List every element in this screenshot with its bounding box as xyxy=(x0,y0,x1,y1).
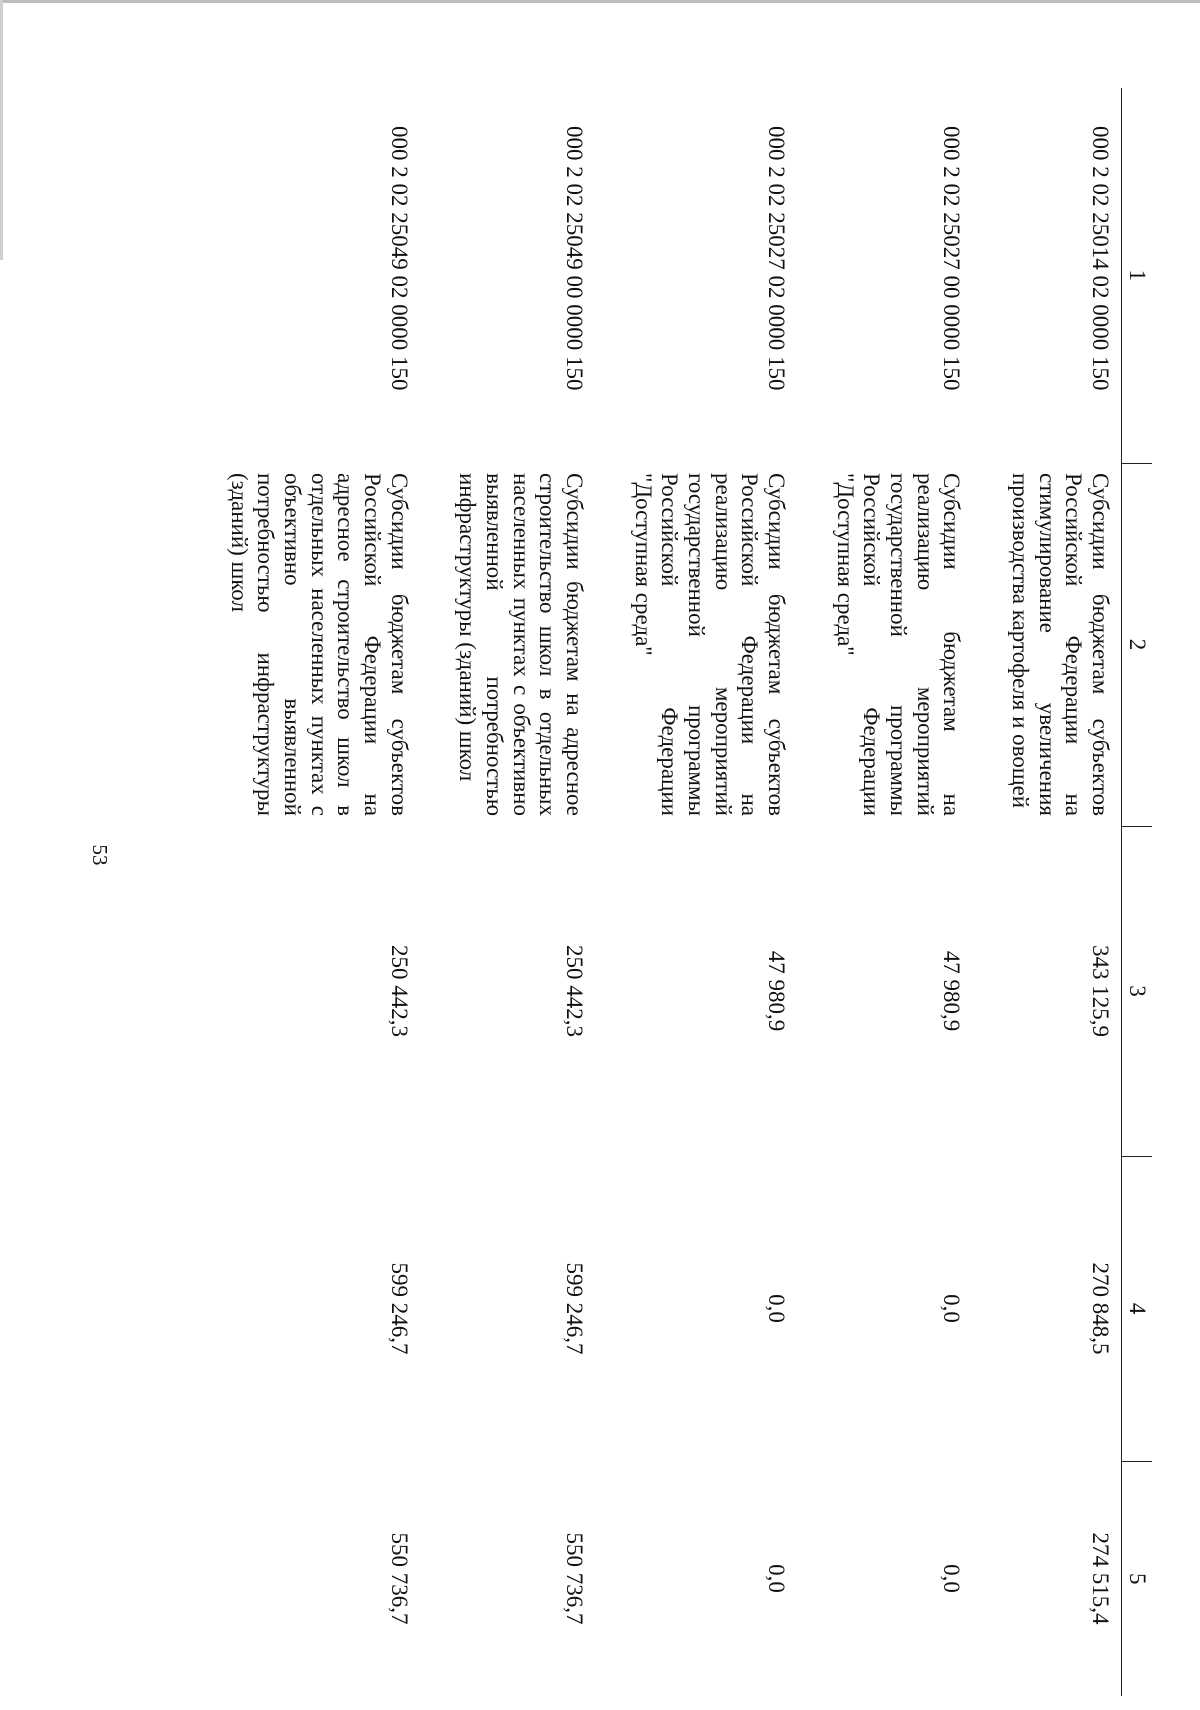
table-row xyxy=(420,88,595,1696)
amount-col5: 274 515,4 xyxy=(1088,1532,1113,1625)
table-row xyxy=(972,88,1121,1696)
budget-code: 000 2 02 25014 02 0000 150 xyxy=(1088,126,1113,391)
budget-code: 000 2 02 25049 00 0000 150 xyxy=(561,126,587,391)
column-header-1: 1 xyxy=(1122,88,1153,463)
amount-col4: 0,0 xyxy=(939,1294,965,1323)
amount-col3: 343 125,9 xyxy=(1088,945,1113,1037)
amount-col5: 0,0 xyxy=(763,1564,789,1593)
amount-col5: 550 736,7 xyxy=(561,1532,587,1625)
table-row xyxy=(191,88,420,1696)
column-header-3: 3 xyxy=(1122,826,1153,1156)
column-header-5: 5 xyxy=(1122,1461,1153,1696)
amount-col4: 599 246,7 xyxy=(386,1262,412,1355)
amount-col3: 250 442,3 xyxy=(386,945,412,1037)
item-description: Субсидии бюджетам на адресное строительство школ в отдельных населенных пунктах с объективно выявленной потребностью инфраструктуры (зданий) школ xyxy=(455,473,587,816)
page-number: 53 xyxy=(88,844,112,866)
amount-col5: 0,0 xyxy=(939,1564,965,1593)
budget-code: 000 2 02 25049 02 0000 150 xyxy=(386,126,412,391)
budget-code: 000 2 02 25027 02 0000 150 xyxy=(763,126,789,391)
item-description: Субсидии бюджетам на реализацию мероприятий государственной программы Российской Федерации "Доступная среда" xyxy=(832,473,965,816)
table-header-row xyxy=(1122,88,1153,1696)
item-description: Субсидии бюджетам субъектов Российской Федерации на стимулирование увеличения производства картофеля и овощей xyxy=(1007,473,1113,816)
item-description: Субсидии бюджетам субъектов Российской Федерации на реализацию мероприятий государственной программы Российской Федерации "Доступная среда" xyxy=(630,473,789,816)
table-row xyxy=(797,88,972,1696)
amount-col4: 0,0 xyxy=(763,1294,789,1323)
column-header-4: 4 xyxy=(1122,1156,1153,1461)
amount-col3: 47 980,9 xyxy=(939,950,965,1032)
column-header-2: 2 xyxy=(1122,463,1153,826)
amount-col3: 47 980,9 xyxy=(763,950,789,1032)
item-description: Субсидии бюджетам субъектов Российской Федерации на адресное строительство школ в отдельных населенных пунктах с объективно выявленной потребностью инфраструктуры (зданий) школ xyxy=(226,473,412,816)
amount-col5: 550 736,7 xyxy=(386,1532,412,1625)
budget-code: 000 2 02 25027 00 0000 150 xyxy=(939,126,965,391)
table-row xyxy=(595,88,797,1696)
budget-table xyxy=(191,88,1152,1696)
budget-table-container xyxy=(191,88,1152,1696)
amount-col3: 250 442,3 xyxy=(561,945,587,1037)
amount-col4: 599 246,7 xyxy=(561,1262,587,1355)
amount-col4: 270 848,5 xyxy=(1088,1262,1113,1355)
